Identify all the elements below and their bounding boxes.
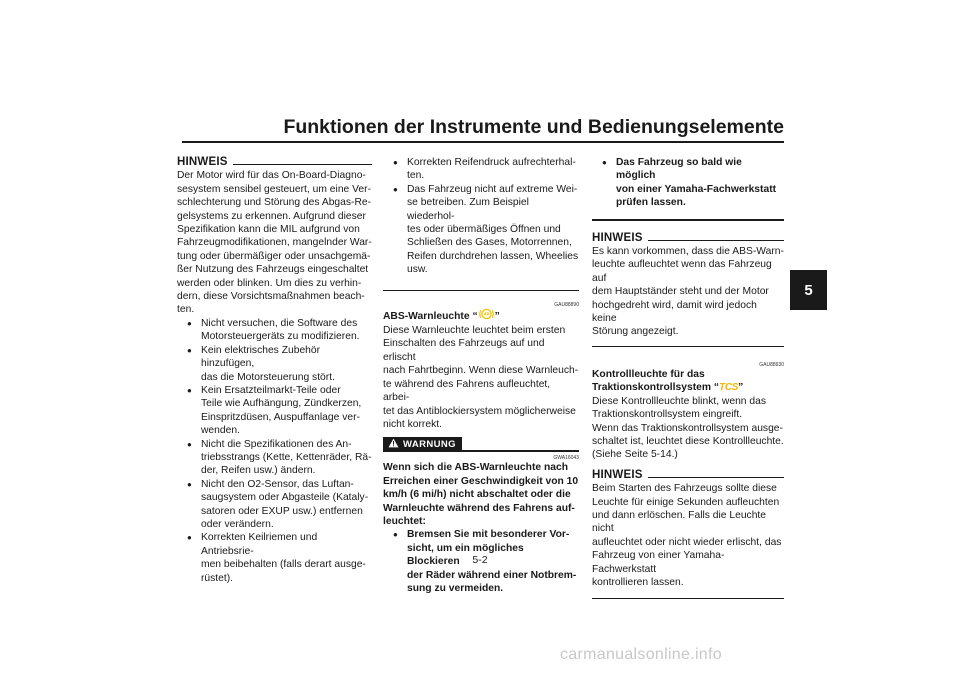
abs-heading: ABS-Warnleuchte “ ” [383, 308, 579, 324]
note-header [177, 156, 372, 169]
bullet-line: prüfen lassen. [616, 197, 686, 209]
bullet-text [201, 317, 372, 344]
text-line: Fahrzeug von einer Yamaha-Fachwerkstatt [592, 550, 725, 575]
bullet-line: Kein Ersatzteilmarkt-Teile oder [201, 384, 341, 396]
note-body [177, 169, 372, 316]
bullet-line: der Räder während einer Notbrem- [407, 569, 577, 581]
note-rule-2 [648, 240, 784, 241]
bullet-line: wenden. [201, 425, 240, 437]
bullet-item [187, 438, 372, 478]
text-line: Es kann vorkommen, dass die ABS-Warn- [592, 246, 784, 258]
note-bullet-list [177, 317, 372, 585]
bullet-item [393, 156, 579, 183]
bullet-icon: ● [187, 345, 192, 355]
bullet-line: Kein elektrisches Zubehör hinzufügen, [201, 344, 321, 370]
warning-bullet-cont [592, 156, 784, 210]
text-line: Einschalten des Fahrzeugs auf und erlischt [383, 338, 545, 363]
bullet-line: sung zu vermeiden. [407, 582, 504, 594]
bullet-icon: ● [393, 158, 398, 167]
text-line: Leuchte für einige Sekunden aufleuchten [592, 496, 780, 508]
text-line: gelsystems zu erkennen. Aufgrund dieser [177, 210, 366, 222]
bullet-item [187, 478, 372, 532]
bullet-line: se betreiben. Zum Beispiel wiederhol- [407, 197, 529, 222]
tcs-heading-line1: Kontrollleuchte für das [592, 368, 705, 380]
bullet-text [407, 183, 579, 277]
bullet-text [616, 156, 784, 210]
bullet-line: Bremsen Sie mit besonderer Vor- [407, 529, 570, 541]
bullet-line: Korrekten Keilriemen und Antriebsrie- [201, 532, 318, 557]
text-line: dern, diese Vorsichtsmaßnahmen beach- [177, 291, 365, 303]
text-line: tet das Antiblockiersystem möglicherweise [383, 405, 576, 417]
bullet-line: usw. [407, 264, 428, 276]
text-line: te während des Fahrens aufleuchtet, arbei- [383, 378, 551, 404]
bullet-line: das die Motorsteuerung stört. [201, 371, 335, 383]
text-line: nicht korrekt. [383, 418, 442, 430]
title-rule [182, 141, 784, 143]
text-line: km/h (6 mi/h) nicht abschaltet oder die [383, 489, 571, 501]
bullet-line: Schließen des Gases, Motorrennen, [407, 237, 572, 249]
bullet-line: oder verändern. [201, 518, 274, 530]
bullet-text [407, 156, 579, 183]
page-number: 5-2 [472, 554, 488, 566]
text-line: schaltet ist, leuchtet diese Kontrollleuchte. [592, 435, 784, 447]
watermark: carmanualsonline.info [560, 646, 722, 663]
section-code-tcs: GAU88930 [759, 361, 784, 368]
bullet-line: Das Fahrzeug so bald wie möglich [616, 157, 742, 182]
tcs-heading-line2: Traktionskontrollsystem “TCS” [592, 382, 744, 394]
text-line: ßer Nutzung des Fahrzeugs eingeschaltet [177, 264, 369, 276]
text-line: Störung angezeigt. [592, 326, 679, 338]
warning-triangle-icon [388, 438, 399, 452]
note-bullet-list-cont [383, 156, 579, 277]
text-line: Spezifikation kann die MIL aufgrund von [177, 224, 360, 236]
text-line: sesystem sensibel gesteuert, um eine Ver- [177, 183, 372, 195]
bullet-item [187, 384, 372, 438]
warning-header [383, 437, 579, 452]
tcs-description [592, 395, 784, 462]
bullet-icon: ● [602, 158, 607, 167]
bullet-icon: ● [187, 479, 192, 489]
bullet-line: Das Fahrzeug nicht auf extreme Wei- [407, 183, 578, 195]
column-1 [177, 156, 372, 585]
text-line: leuchte aufleuchtet wenn das Fahrzeug auf [592, 259, 772, 284]
note-label-2: HINWEIS [592, 231, 643, 244]
text-line: Fahrzeugmodifikationen, mangelnder War- [177, 237, 372, 249]
warning-rule [462, 450, 579, 452]
page-title: Funktionen der Instrumente und Bedienungselemente [283, 116, 784, 138]
bullet-line: Nicht die Spezifikationen des An- [201, 438, 352, 450]
text-line: werden oder blinken. Um dies zu verhin- [177, 277, 362, 289]
bullet-line: Nicht den O2-Sensor, das Luftan- [201, 478, 354, 490]
note-body-2 [592, 245, 784, 339]
tcs-indicator-icon: TCS [719, 382, 739, 394]
bullet-line: der, Reifen usw.) ändern. [201, 465, 316, 477]
text-line: ten. [177, 304, 195, 316]
bullet-line: von einer Yamaha-Fachwerkstatt [616, 183, 777, 195]
note-end-rule-3 [592, 598, 784, 599]
text-line: Wenn sich die ABS-Warnleuchte nach [383, 462, 568, 474]
text-line: Traktionskontrollsystem eingreift. [592, 409, 743, 421]
bullet-item [187, 531, 372, 585]
bullet-icon: ● [393, 184, 398, 194]
text-line: Diese Kontrollleuchte blinkt, wenn das [592, 395, 767, 407]
bullet-item [187, 317, 372, 344]
text-line: Beim Starten des Fahrzeugs sollte diese [592, 483, 777, 495]
bullet-line: saugsystem oder Abgasteile (Kataly- [201, 492, 369, 504]
bullet-text [201, 344, 372, 384]
bullet-line: tes oder übermäßiges Öffnen und [407, 224, 561, 236]
bullet-line: sicht, um ein mögliches Blockieren [407, 542, 524, 568]
note-label-3: HINWEIS [592, 468, 643, 481]
note-header-3 [592, 469, 784, 482]
abs-warning-icon [478, 308, 495, 324]
text-line: Wenn das Traktionskontrollsystem ausge- [592, 422, 783, 434]
bullet-item [187, 344, 372, 384]
warning-badge: WARNUNG [383, 437, 462, 452]
bullet-item [602, 156, 784, 210]
bullet-text [201, 384, 372, 438]
chapter-tab: 5 [790, 270, 827, 310]
text-line: tung oder übermäßiger oder unsachgemä- [177, 250, 371, 262]
text-line: Diese Warnleuchte leuchtet beim ersten [383, 325, 566, 337]
text-line: aufleuchtet oder nicht wieder erlischt, das [592, 536, 782, 548]
bullet-line: triebsstrangs (Kette, Kettenräder, Rä- [201, 451, 372, 463]
text-line: leuchtet: [383, 515, 426, 527]
note-rule-3 [648, 477, 784, 478]
text-line: nach Fahrtbeginn. Wenn diese Warnleuch- [383, 365, 579, 377]
note-header-2 [592, 232, 784, 245]
text-line: Erreichen einer Geschwindigkeit von 10 [383, 475, 579, 487]
bullet-icon: ● [393, 530, 398, 540]
warning-code: GWA16043 [553, 455, 579, 462]
warning-body [383, 461, 579, 528]
bullet-text [201, 531, 372, 585]
section-code: GAU88890 [554, 301, 579, 308]
bullet-line: Einspritzdüsen, Auspuffanlage ver- [201, 411, 360, 423]
text-line: (Siehe Seite 5-14.) [592, 449, 678, 461]
bullet-line: men beibehalten (falls derart ausge- [201, 559, 366, 571]
bullet-text [201, 438, 372, 478]
bullet-icon: ● [187, 533, 192, 543]
bullet-line: rüstet). [201, 572, 234, 584]
text-line: schlechterung und Störung des Abgas-Re- [177, 197, 372, 209]
bullet-icon: ● [187, 318, 192, 328]
bullet-line: Teile wie Aufhängung, Zündkerzen, [201, 398, 362, 410]
bullet-text [201, 478, 372, 532]
text-line: kontrollieren lassen. [592, 576, 684, 588]
text-line: und dann erlöschen. Falls die Leuchte nicht [592, 509, 767, 535]
bullet-icon: ● [187, 439, 192, 449]
note-rule [233, 164, 372, 165]
bullet-line: satoren oder EXUP usw.) entfernen [201, 505, 363, 517]
column-2 [383, 156, 579, 595]
text-line: Warnleuchte während des Fahrens auf- [383, 502, 575, 514]
text-line: dem Hauptständer steht und der Motor [592, 286, 769, 298]
bullet-line: ten. [407, 170, 425, 182]
bullet-line: Korrekten Reifendruck aufrechterhal- [407, 157, 576, 168]
bullet-icon: ● [187, 385, 192, 395]
bullet-line: Reifen durchdrehen lassen, Wheelies [407, 250, 579, 262]
bullet-item [393, 183, 579, 277]
note-label: HINWEIS [177, 156, 228, 168]
abs-description [383, 324, 579, 431]
bullet-line: Motorsteuergeräts zu modifizieren. [201, 331, 360, 343]
column-3 [592, 156, 784, 599]
note-body-3 [592, 482, 784, 589]
text-line: hochgedreht wird, damit wird jedoch keine [592, 299, 757, 325]
bullet-line: Nicht versuchen, die Software des [201, 317, 358, 329]
text-line: Der Motor wird für das On-Board-Diagno- [177, 170, 366, 182]
